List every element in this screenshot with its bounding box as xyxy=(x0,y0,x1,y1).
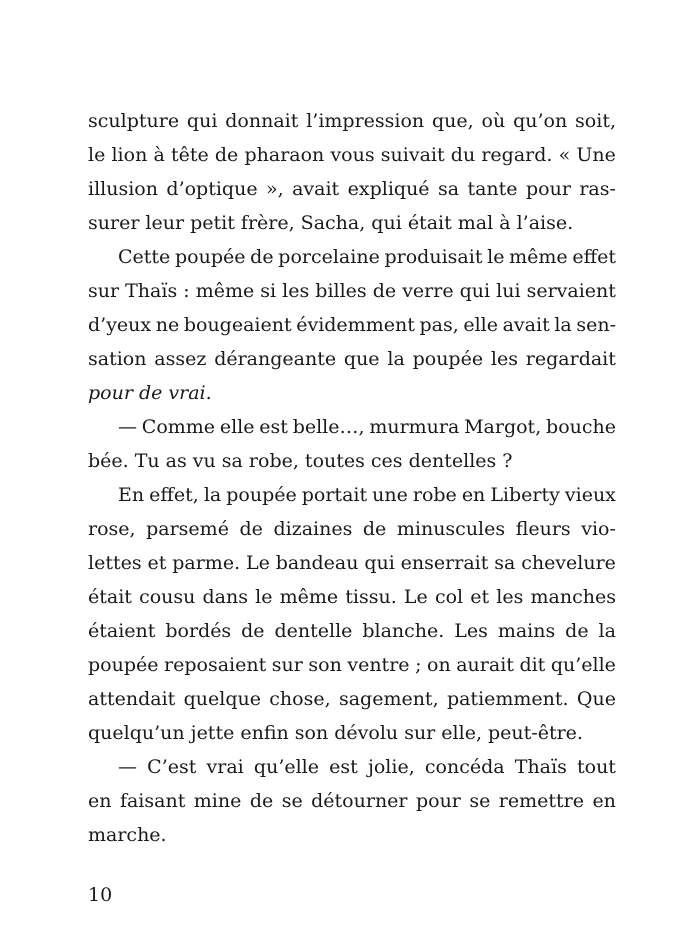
page-number: 10 xyxy=(88,884,113,906)
text-line: attendait quelque chose, sagement, patiemment. Que xyxy=(88,688,616,710)
text-line: sur Thaïs : même si les billes de verre qui lui servaient xyxy=(88,280,616,302)
text-line: rose, parsemé de dizaines de minuscules fleurs vio- xyxy=(88,518,616,540)
text-line: en faisant mine de se détourner pour se remettre en xyxy=(88,790,616,812)
text-line: pour de vrai . xyxy=(88,382,212,404)
text-line: poupée reposaient sur son ventre ; on aurait dit qu’elle xyxy=(88,654,616,676)
text-line: bée. Tu as vu sa robe, toutes ces dentelles ? xyxy=(88,450,513,472)
text-line: En effet, la poupée portait une robe en Liberty vieux xyxy=(118,484,616,506)
text-line: étaient bordés de dentelle blanche. Les mains de la xyxy=(88,620,616,642)
text-line: sation assez dérangeante que la poupée les regardait xyxy=(88,348,616,370)
text-line: était cousu dans le même tissu. Le col et les manches xyxy=(88,586,616,608)
text-line: d’yeux ne bougeaient évidemment pas, elle avait la sen- xyxy=(88,314,616,336)
body-text xyxy=(88,104,616,852)
text-line: le lion à tête de pharaon vous suivait du regard. « Une xyxy=(88,144,616,166)
text-line: surer leur petit frère, Sacha, qui était mal à l’aise. xyxy=(88,212,574,234)
text-line: lettes et parme. Le bandeau qui enserrait sa chevelure xyxy=(88,552,616,574)
text-line: Cette poupée de porcelaine produisait le même effet xyxy=(118,246,616,268)
text-line: illusion d’optique », avait expliqué sa tante pour ras- xyxy=(88,178,616,200)
text-line: marche. xyxy=(88,824,167,846)
text-line: — C’est vrai qu’elle est jolie, concéda Thaïs tout xyxy=(118,756,616,778)
text-line: sculpture qui donnait l’impression que, où qu’on soit, xyxy=(88,110,616,132)
text-line: quelqu’un jette enfin son dévolu sur elle, peut-être. xyxy=(88,722,583,744)
text-line: — Comme elle est belle…, murmura Margot, bouche xyxy=(118,416,616,438)
